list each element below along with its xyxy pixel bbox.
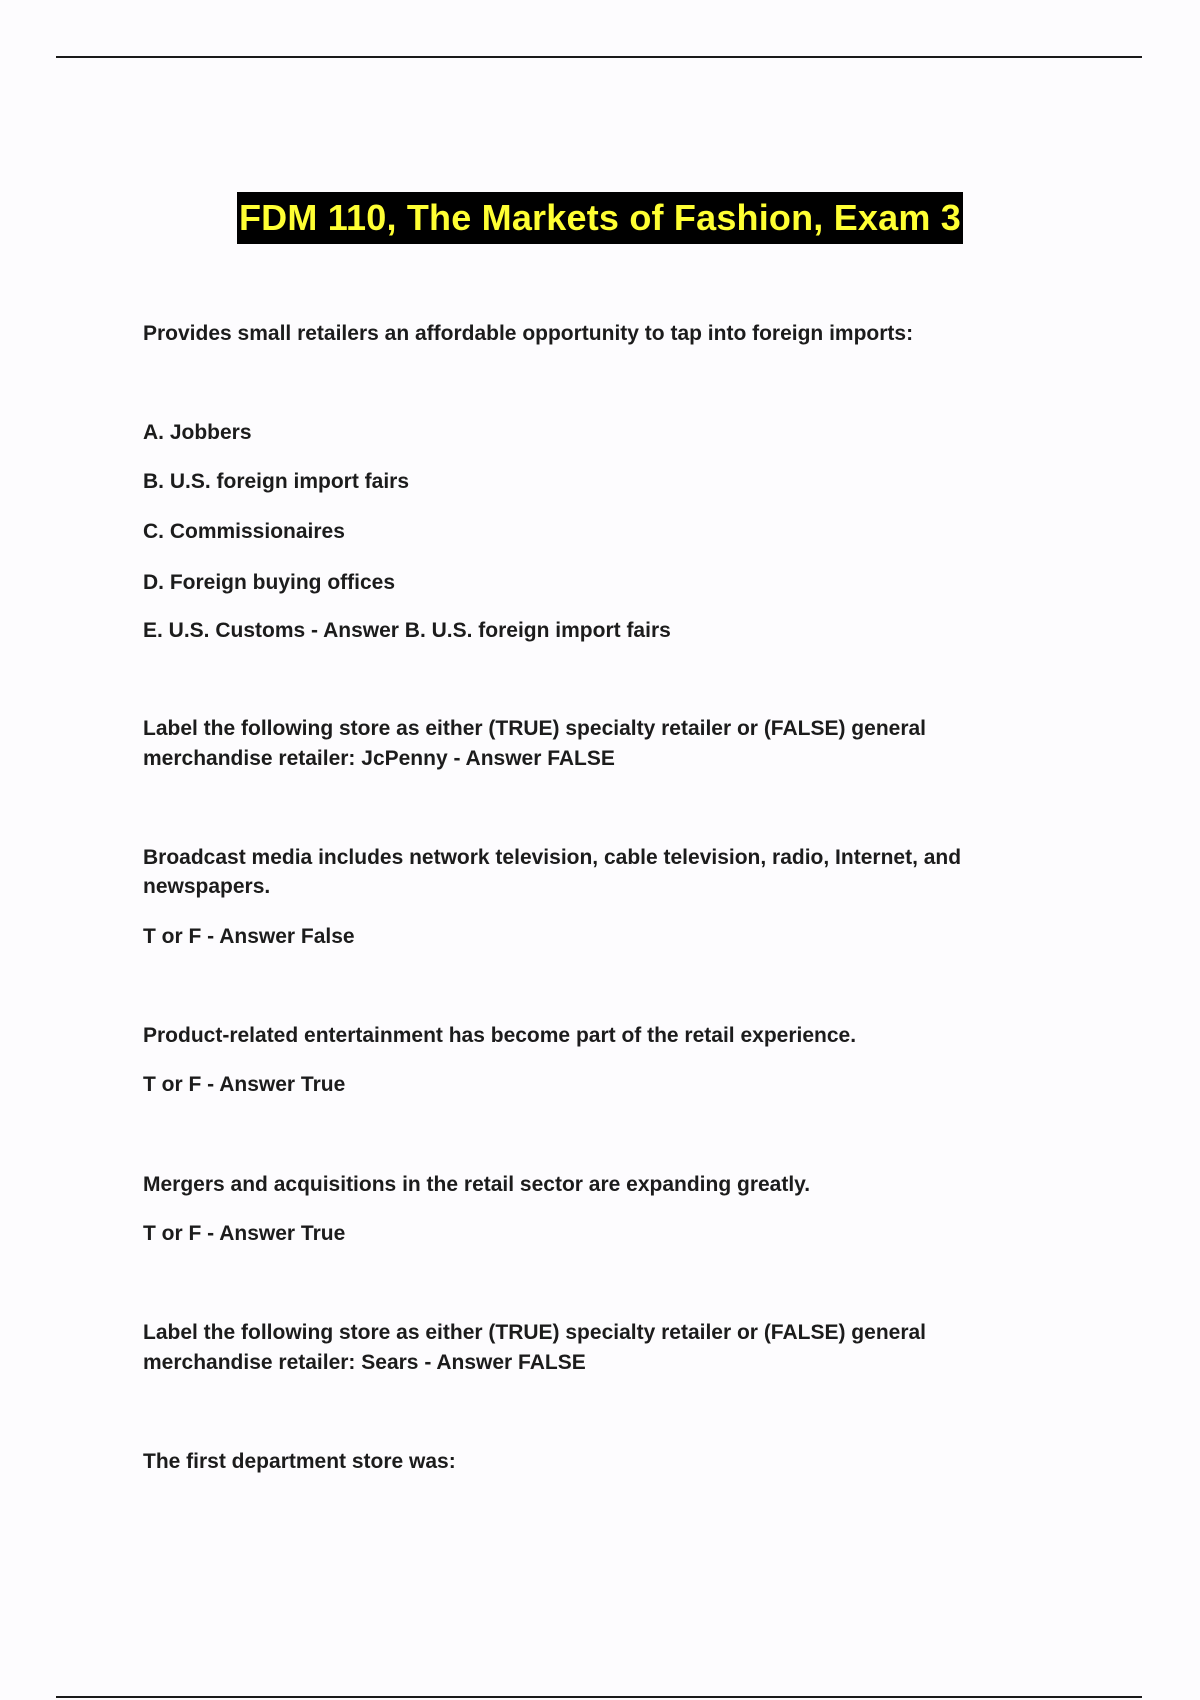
question-1-text: Provides small retailers an affordable opportunity to tap into foreign imports: (143, 322, 914, 345)
question-6-line-2-answer: merchandise retailer: Sears - Answer FALSE (143, 1351, 586, 1374)
question-4-text: Product-related entertainment has become part of the retail experience. (143, 1024, 857, 1047)
question-5-answer: T or F - Answer True (143, 1222, 346, 1245)
question-3-line-1: Broadcast media includes network television, cable television, radio, Internet, and (143, 846, 962, 869)
question-1-option-c: C. Commissionaires (143, 520, 345, 543)
top-rule (56, 56, 1142, 58)
bottom-rule (56, 1696, 1142, 1698)
question-1-option-d: D. Foreign buying offices (143, 571, 396, 594)
question-1-option-e-answer: E. U.S. Customs - Answer B. U.S. foreign import fairs (143, 619, 671, 642)
question-4-answer: T or F - Answer True (143, 1073, 346, 1096)
question-1-option-b: B. U.S. foreign import fairs (143, 470, 410, 493)
question-5-text: Mergers and acquisitions in the retail sector are expanding greatly. (143, 1173, 811, 1196)
question-2-line-1: Label the following store as either (TRUE) specialty retailer or (FALSE) general (143, 717, 927, 740)
title-block (0, 192, 1200, 244)
question-6-line-1: Label the following store as either (TRUE) specialty retailer or (FALSE) general (143, 1321, 927, 1344)
question-1-option-a: A. Jobbers (143, 421, 252, 444)
question-7-text: The first department store was: (143, 1450, 456, 1473)
question-2-line-2-answer: merchandise retailer: JcPenny - Answer FALSE (143, 747, 615, 770)
question-3-line-2: newspapers. (143, 875, 271, 898)
question-3-answer: T or F - Answer False (143, 925, 355, 948)
document-title: FDM 110, The Markets of Fashion, Exam 3 (237, 192, 963, 244)
